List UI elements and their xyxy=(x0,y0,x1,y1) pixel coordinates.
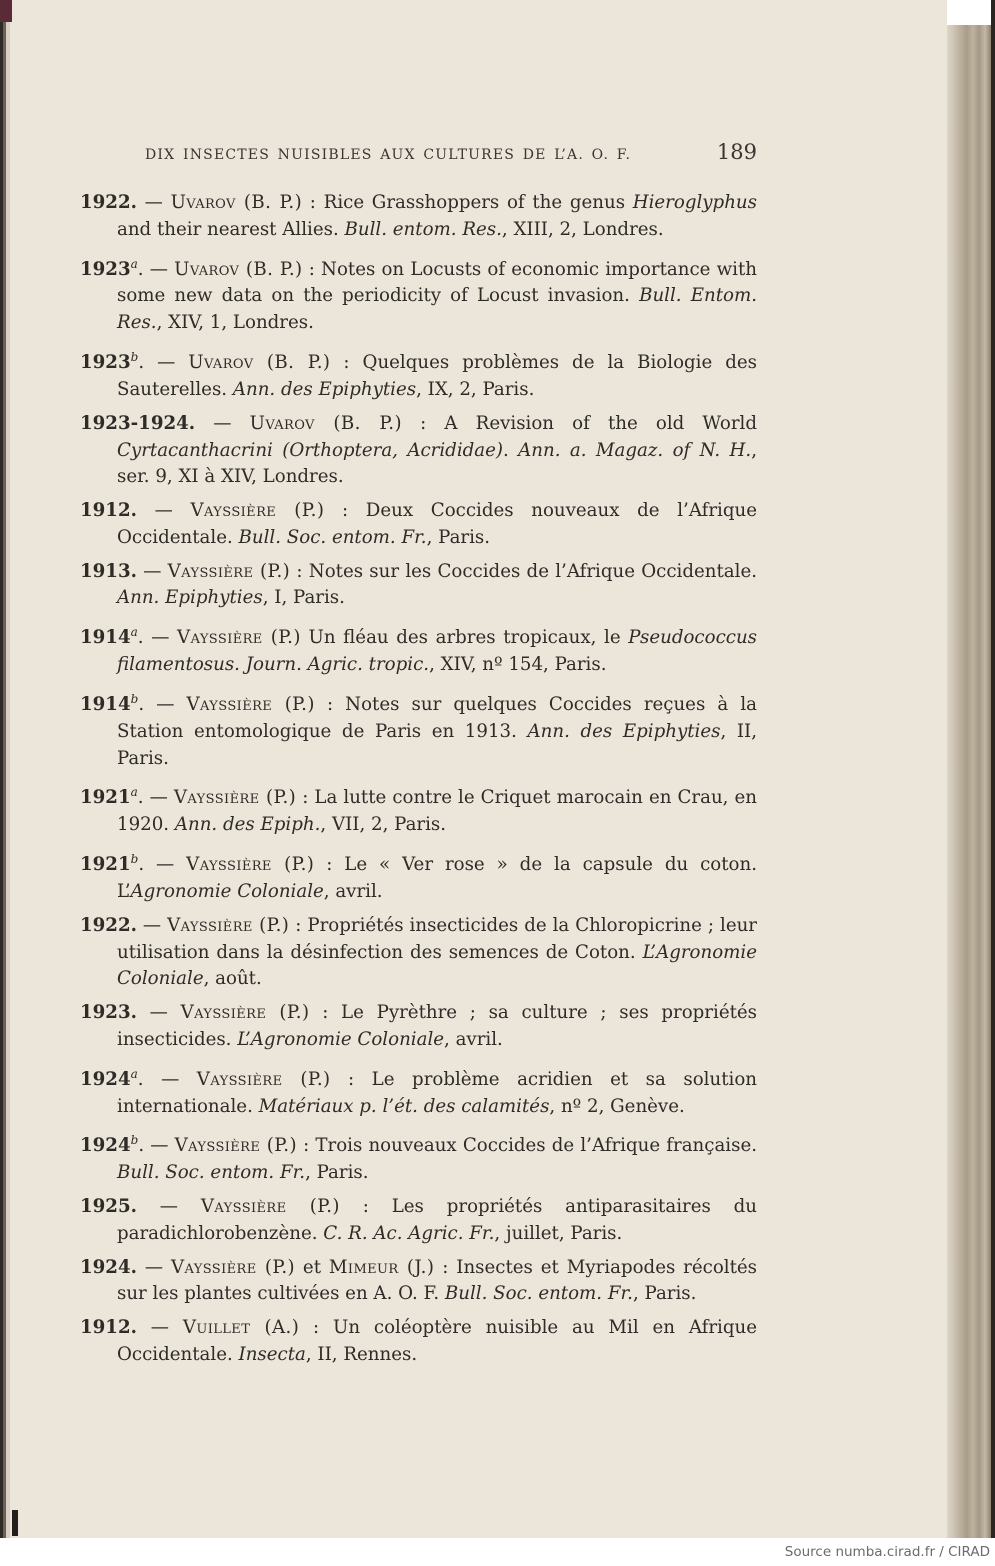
reference-italic-text: Cyrtacanthacrini (Orthoptera, Acrididae) xyxy=(117,439,503,461)
reference-year-suffix: b xyxy=(130,1133,139,1148)
reference-italic-text: Ann. des Epiphyties xyxy=(527,720,721,742)
reference-italic-text: Bull. Soc. entom. Fr. xyxy=(117,1162,306,1184)
reference-italic-text: Pseudococcus filamentosus. Journ. Agric. tropic. xyxy=(117,627,757,676)
reference-text: , ser. 9, XI à XIV, Londres. xyxy=(117,439,757,488)
reference-italic-text: Hieroglyphus xyxy=(632,192,757,213)
reference-text: , avril. xyxy=(323,880,383,902)
reference-text: , IX, 2, Paris. xyxy=(416,378,535,400)
reference-year: 1923 xyxy=(80,258,131,280)
reference-entry xyxy=(80,1000,757,1054)
reference-text: , Paris. xyxy=(632,1283,697,1305)
reference-year-suffix: a xyxy=(130,625,138,640)
reference-year-suffix: b xyxy=(130,691,139,706)
reference-text: : Le problème acridien et sa solution internationale. xyxy=(117,1068,757,1117)
reference-entry xyxy=(80,1061,757,1121)
reference-entry xyxy=(80,411,757,491)
reference-entry xyxy=(80,344,757,404)
reference-author: Vayssière (P.) xyxy=(174,1135,297,1157)
reference-year: 1923 xyxy=(80,352,131,374)
binding-mark-bottom xyxy=(12,1510,18,1536)
page-number: 189 xyxy=(716,140,757,164)
reference-year: 1912. xyxy=(80,1317,137,1339)
reference-coauthor: Mimeur (J.) xyxy=(328,1256,435,1278)
reference-entry xyxy=(80,846,757,906)
reference-separator: . — xyxy=(137,258,175,280)
reference-year-suffix: a xyxy=(130,256,138,271)
reference-entry xyxy=(80,779,757,839)
reference-year: 1923-1924. xyxy=(80,412,196,434)
reference-italic-text: Ann. des Epiph. xyxy=(174,814,321,836)
reference-italic-text: Bull. entom. Res. xyxy=(344,218,502,240)
reference-italic-text: Bull. Soc. entom. Fr. xyxy=(444,1283,633,1305)
reference-separator: . — xyxy=(138,694,187,715)
reference-year: 1922. xyxy=(80,914,137,936)
reference-italic-text: C. R. Ac. Agric. Fr. xyxy=(323,1222,495,1244)
reference-separator: . — xyxy=(138,854,187,876)
running-title: DIX INSECTES NUISIBLES AUX CULTURES DE L’A. O. F. xyxy=(145,147,632,163)
reference-text: , XIV, 1, Londres. xyxy=(156,312,314,334)
reference-text: , Paris. xyxy=(426,526,491,548)
binding-mark xyxy=(0,0,12,22)
reference-author: Uvarov (B. P.) xyxy=(174,258,303,280)
reference-entry xyxy=(80,686,757,772)
reference-text: : Trois nouveaux Coccides de l’Afrique française. xyxy=(296,1135,757,1157)
reference-separator: . — xyxy=(138,1135,175,1157)
reference-text: , II, Rennes. xyxy=(305,1343,418,1365)
reference-italic-text: Ann. des Epiphyties xyxy=(232,378,417,400)
reference-text: : Le « Ver rose » de la capsule du coton. L’ xyxy=(117,854,758,902)
reference-text: , août. xyxy=(203,968,262,990)
reference-author: Vayssière (P.) xyxy=(180,1002,310,1024)
reference-text: : Les propriétés antiparasitaires du paradichlorobenzène. xyxy=(117,1196,758,1244)
reference-separator: — xyxy=(136,560,168,582)
reference-italic-text: Agronomie Coloniale xyxy=(130,880,324,902)
reference-separator: — xyxy=(136,1317,183,1339)
reference-author: Vuillet (A.) xyxy=(182,1317,300,1339)
reference-year: 1912. xyxy=(80,500,137,522)
reference-italic-text: Bull. Entom. Res. xyxy=(117,285,757,334)
reference-text: : Propriétés insecticides de la Chloropicrine ; leur utilisation dans la désinfection des semences de Coton. xyxy=(117,914,757,963)
running-head xyxy=(145,140,757,170)
reference-year: 1914 xyxy=(80,694,131,715)
reference-author: Vayssière (P.) xyxy=(173,787,297,809)
reference-year-suffix: a xyxy=(130,785,138,800)
reference-year: 1924 xyxy=(80,1135,131,1157)
reference-author: Vayssière (P.) xyxy=(200,1196,340,1217)
reference-text: , juillet, Paris. xyxy=(494,1222,623,1244)
reference-entry xyxy=(80,498,757,552)
reference-text: , Paris. xyxy=(305,1162,369,1184)
reference-entry xyxy=(80,1315,757,1369)
reference-italic-text: Matériaux p. l’ét. des calamités xyxy=(258,1095,550,1117)
reference-author: Vayssière (P.) xyxy=(186,854,315,876)
reference-year: 1922. xyxy=(80,192,137,213)
reference-text: : Insectes et Myriapodes récoltés sur les plantes cultivées en A. O. F. xyxy=(117,1256,757,1305)
reference-italic-text: Ann. Epiphyties xyxy=(117,587,263,609)
reference-author: Vayssière (P.) xyxy=(196,1068,331,1090)
reference-author: Vayssière (P.) xyxy=(170,1256,296,1278)
reference-author: Vayssière (P.) xyxy=(190,500,325,522)
reference-separator: — xyxy=(136,500,191,522)
reference-text: , I, Paris. xyxy=(262,587,345,609)
reference-separator: — xyxy=(195,412,250,434)
page-stack-edge xyxy=(947,25,995,1538)
reference-text: et xyxy=(295,1256,329,1278)
reference-italic-text: L’Agronomie Coloniale xyxy=(117,941,757,990)
reference-author: Uvarov (B. P.) xyxy=(249,412,402,434)
reference-italic-text: Ann. a. Magaz. of N. H. xyxy=(518,439,752,461)
reference-author: Vayssière (P.) xyxy=(167,914,290,936)
reference-year: 1924 xyxy=(80,1068,131,1090)
reference-text: : Notes sur quelques Coccides reçues à la Station entomologique de Paris en 1913. xyxy=(117,694,758,742)
reference-text: , nº 2, Genève. xyxy=(549,1095,685,1117)
reference-author: Uvarov (B. P.) xyxy=(170,192,303,213)
reference-text: : Deux Coccides nouveaux de l’Afrique Occidentale. xyxy=(117,500,757,548)
reference-text: : Notes on Locusts of economic importance with some new data on the periodicity of Locust invasion. xyxy=(117,258,757,307)
reference-entry xyxy=(80,1127,757,1187)
reference-entry xyxy=(80,913,757,993)
reference-author: Uvarov (B. P.) xyxy=(188,352,331,374)
reference-separator: — xyxy=(136,1256,171,1278)
reference-text: . xyxy=(502,439,519,461)
reference-year-suffix: a xyxy=(130,1066,138,1081)
reference-text: Un fléau des arbres tropicaux, le xyxy=(300,627,629,649)
reference-entry xyxy=(80,559,757,613)
reference-list xyxy=(80,190,757,1376)
reference-year: 1924. xyxy=(80,1256,137,1278)
reference-separator: — xyxy=(136,192,171,213)
reference-text: : Quelques problèmes de la Biologie des Sauterelles. xyxy=(117,352,757,400)
reference-entry xyxy=(80,251,757,337)
reference-year: 1913. xyxy=(80,560,137,582)
reference-text: and their nearest Allies. xyxy=(117,218,345,240)
reference-author: Vayssière (P.) xyxy=(186,694,315,715)
reference-separator: — xyxy=(136,1002,181,1024)
page-stack-shadow xyxy=(991,0,995,1538)
reference-separator: . — xyxy=(137,627,178,649)
reference-italic-text: Insecta xyxy=(238,1343,306,1365)
page-binding-edge xyxy=(0,0,10,1538)
reference-text: : Notes sur les Coccides de l’Afrique Occidentale. xyxy=(290,560,757,582)
reference-year-suffix: b xyxy=(130,350,139,365)
reference-year: 1921 xyxy=(80,787,131,809)
reference-year-suffix: b xyxy=(130,852,139,867)
reference-separator: . — xyxy=(137,1068,197,1090)
reference-italic-text: L’Agronomie Coloniale xyxy=(237,1028,445,1050)
reference-year: 1914 xyxy=(80,627,131,649)
reference-text: : La lutte contre le Criquet marocain en Crau, en 1920. xyxy=(117,787,757,836)
reference-text: , XIII, 2, Londres. xyxy=(501,218,664,240)
reference-separator: — xyxy=(136,914,168,936)
reference-text: : Le Pyrèthre ; sa culture ; ses propriétés insecticides. xyxy=(117,1002,757,1050)
reference-entry xyxy=(80,1255,757,1309)
reference-text: : A Revision of the old World xyxy=(401,412,757,434)
reference-year: 1921 xyxy=(80,854,131,876)
reference-entry xyxy=(80,1194,757,1248)
reference-text: , II, Paris. xyxy=(117,720,758,769)
reference-text: , avril. xyxy=(444,1028,503,1050)
reference-separator: . — xyxy=(137,787,174,809)
reference-entry xyxy=(80,619,757,679)
reference-text: : Rice Grasshoppers of the genus xyxy=(302,192,633,213)
reference-author: Vayssière (P.) xyxy=(177,627,301,649)
reference-text: , VII, 2, Paris. xyxy=(320,814,447,836)
reference-author: Vayssière (P.) xyxy=(167,560,291,582)
page-stack-top xyxy=(947,0,995,25)
reference-text: : Un coléoptère nuisible au Mil en Afrique Occidentale. xyxy=(117,1317,757,1365)
reference-year: 1925. xyxy=(80,1196,137,1217)
reference-separator: . — xyxy=(138,352,189,374)
reference-separator: — xyxy=(136,1196,201,1217)
reference-italic-text: Bull. Soc. entom. Fr. xyxy=(238,526,427,548)
source-credit: Source numba.cirad.fr / CIRAD xyxy=(784,1544,990,1560)
reference-text: , XIV, nº 154, Paris. xyxy=(429,654,607,676)
reference-year: 1923. xyxy=(80,1002,137,1024)
reference-entry xyxy=(80,190,757,244)
